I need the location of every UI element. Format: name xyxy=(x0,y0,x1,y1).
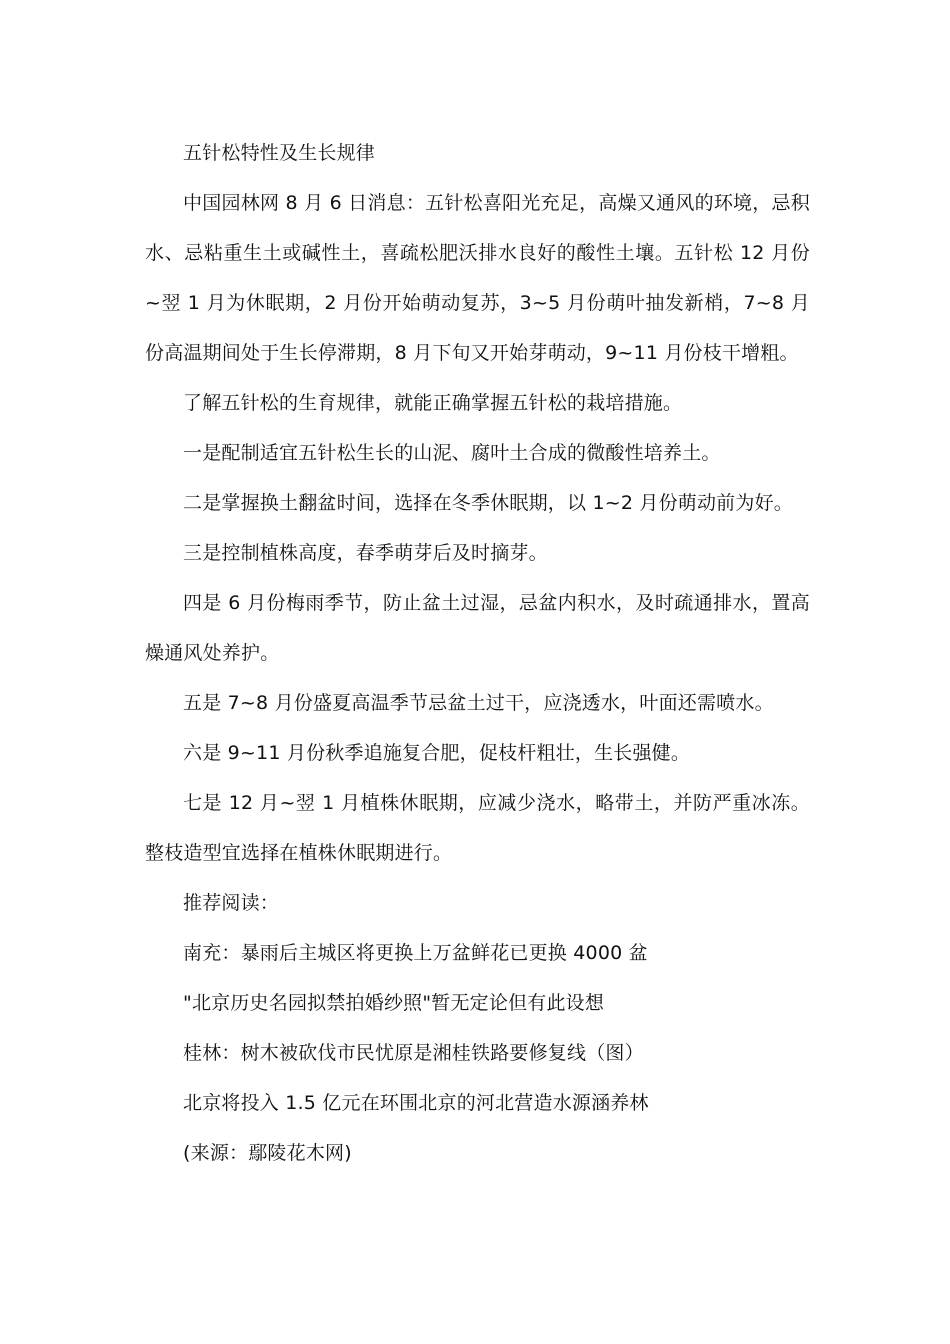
recommended-list-item xyxy=(145,1028,810,1078)
recommended-link-beijing-forest[interactable]: 北京将投入 1.5 亿元在环围北京的河北营造水源涵养林 xyxy=(183,1092,649,1114)
recommended-link-beijing-gardens[interactable]: "北京历史名园拟禁拍婚纱照"暂无定论但有此设想 xyxy=(183,992,605,1014)
paragraph-intro: 中国园林网 8 月 6 日消息：五针松喜阳光充足，高燥又通风的环境，忌积水、忌粘重生土或碱性土，喜疏松肥沃排水良好的酸性土壤。五针松 12 月份~翌 1 月为休眠期，2 月份开始萌动复苏，3~5 月份萌叶抽发新梢，7~8 月份高温期间处于生长停滞期，8 月下旬又开始芽萌动，9~11 月份枝干增粗。 xyxy=(145,192,810,364)
paragraph-step-5: 五是 7~8 月份盛夏高温季节忌盆土过干，应浇透水，叶面还需喷水。 xyxy=(183,692,774,714)
paragraph-summary: 了解五针松的生育规律，就能正确掌握五针松的栽培措施。 xyxy=(183,392,683,414)
paragraph-step-6: 六是 9~11 月份秋季追施复合肥，促枝杆粗壮，生长强健。 xyxy=(183,742,691,764)
recommended-list-item xyxy=(145,1078,810,1128)
recommended-link-guilin[interactable]: 桂林：树木被砍伐市民忧原是湘桂铁路要修复线（图） xyxy=(183,1042,644,1064)
document-body xyxy=(145,128,810,1178)
paragraph-step-4: 四是 6 月份梅雨季节，防止盆土过湿，忌盆内积水，及时疏通排水，置高燥通风处养护。 xyxy=(145,592,810,664)
paragraph-step-3: 三是控制植株高度，春季萌芽后及时摘芽。 xyxy=(183,542,548,564)
recommended-heading: 推荐阅读： xyxy=(183,892,280,914)
recommended-list-item xyxy=(145,978,810,1028)
recommended-list-item xyxy=(145,928,810,978)
paragraph-step-7: 七是 12 月~翌 1 月植株休眠期，应减少浇水，略带土，并防严重冰冻。整枝造型宜选择在植株休眠期进行。 xyxy=(145,792,810,864)
document-title: 五针松特性及生长规律 xyxy=(183,142,376,164)
paragraph-step-2: 二是掌握换土翻盆时间，选择在冬季休眠期，以 1~2 月份萌动前为好。 xyxy=(183,492,793,514)
paragraph-step-1: 一是配制适宜五针松生长的山泥、腐叶土合成的微酸性培养土。 xyxy=(183,442,721,464)
recommended-link-nanchong[interactable]: 南充：暴雨后主城区将更换上万盆鲜花已更换 4000 盆 xyxy=(183,942,648,964)
source-note: (来源：鄢陵花木网) xyxy=(183,1142,352,1164)
